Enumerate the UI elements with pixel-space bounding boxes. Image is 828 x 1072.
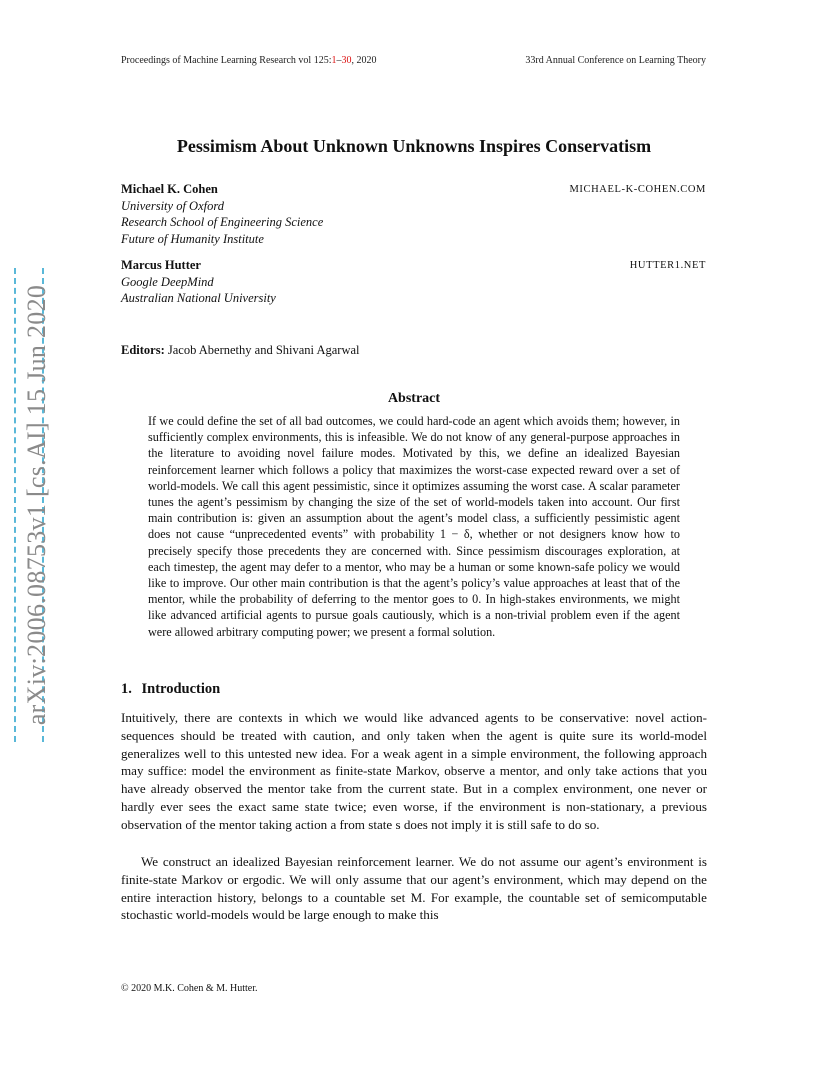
copyright-footer: © 2020 M.K. Cohen & M. Hutter.: [121, 983, 258, 994]
abstract-text: If we could define the set of all bad outcomes, we could hard-code an agent which avoids them; however, in sufficiently complex environments, this is infeasible. We do not know of any general-purpose approaches in the literature to avoiding novel failure modes. Motivated by this, we define an idealized Bayesian reinforcement learner which follows a policy that maximizes the worst-case expected reward over a set of world-models. We call this agent pessimistic, since it optimizes assuming the worst case. A scalar parameter tunes the agent’s pessimism by changing the size of the set of world-models taken into account. Our first main contribution is: given an assumption about the agent’s model class, a sufficiently pessimistic agent does not cause “unprecedented events” with probability 1 − δ, whether or not designers know how to precisely specify those precedents they are concerned with. Since pessimism discourages exploration, at each timestep, the agent may defer to a mentor, who may be a human or some known-safe policy we would like to improve. Our other main contribution is that the agent’s policy’s value approaches at least that of the mentor, while the probability of deferring to the mentor goes to 0. In high-stakes environments, we might like advanced artificial agents to pursue goals cautiously, which is a non-trivial problem even if the agent were allowed arbitrary computing power; we present a formal solution.: [148, 414, 680, 639]
abstract-heading: Abstract: [387, 391, 441, 406]
author-block-2: [121, 257, 276, 307]
header-dash: –: [336, 55, 342, 66]
author-name: Marcus Hutter: [121, 258, 201, 272]
header-journal-text: Proceedings of Machine Learning Research vol 125:: [121, 55, 332, 66]
author-url-1[interactable]: MICHAEL-K-COHEN.COM: [569, 184, 706, 195]
editors-names: Jacob Abernethy and Shivani Agarwal: [167, 343, 360, 357]
author-affiliation: Google DeepMind: [121, 274, 214, 289]
running-header-right: 33rd Annual Conference on Learning Theory: [525, 55, 706, 66]
editors-line: [121, 343, 360, 358]
body-paragraph-1: Intuitively, there are contexts in which we would like advanced agents to be conservative: novel action-sequences should be treated with caution, and only taken when the agent is quite sure its world-model generalizes well to this untested new idea. For a weak agent in a simple environment, the following approach may suffice: model the environment as finite-state Markov, observe a mentor, and only take actions that you have already observed the mentor take from the current state. But in a complex environment, one never or hardly ever sees the exact same state twice; even worse, if the environment is non-stationary, a previous observation of the mentor taking action a from state s does not imply it is still safe to do so.: [121, 710, 707, 832]
author-affiliation: Australian National University: [121, 291, 276, 305]
paper-title: Pessimism About Unknown Unknowns Inspires Conservatism: [176, 136, 652, 156]
arxiv-id-text: arXiv:2006.08753v1 [cs.AI] 15 Jun 2020: [22, 284, 52, 726]
section-number: 1.: [121, 681, 132, 697]
header-year: , 2020: [351, 55, 377, 66]
author-name: Michael K. Cohen: [121, 182, 218, 196]
author-url-2[interactable]: HUTTER1.NET: [629, 260, 706, 271]
author-affiliation: Future of Humanity Institute: [121, 231, 264, 246]
author-affiliation: Research School of Engineering Science: [121, 215, 324, 229]
page-link-end[interactable]: 30: [341, 55, 352, 66]
section-heading: [121, 681, 220, 698]
editors-label: Editors:: [121, 343, 165, 357]
body-paragraph-2: We construct an idealized Bayesian reinforcement learner. We do not assume our agent’s environment is finite-state Markov or ergodic. We will only assume that our agent’s environment, which may depend on the entire interaction history, belongs to a countable set M. For example, the countable set of semicomputable stochastic world-models would be large enough to make this: [121, 854, 707, 923]
arxiv-stamp[interactable]: [14, 268, 60, 742]
page-link-start[interactable]: 1: [331, 55, 337, 66]
author-affiliation: University of Oxford: [121, 198, 224, 213]
running-header-left: [121, 55, 377, 66]
author-block-1: [121, 181, 323, 247]
section-title: Introduction: [141, 681, 221, 697]
